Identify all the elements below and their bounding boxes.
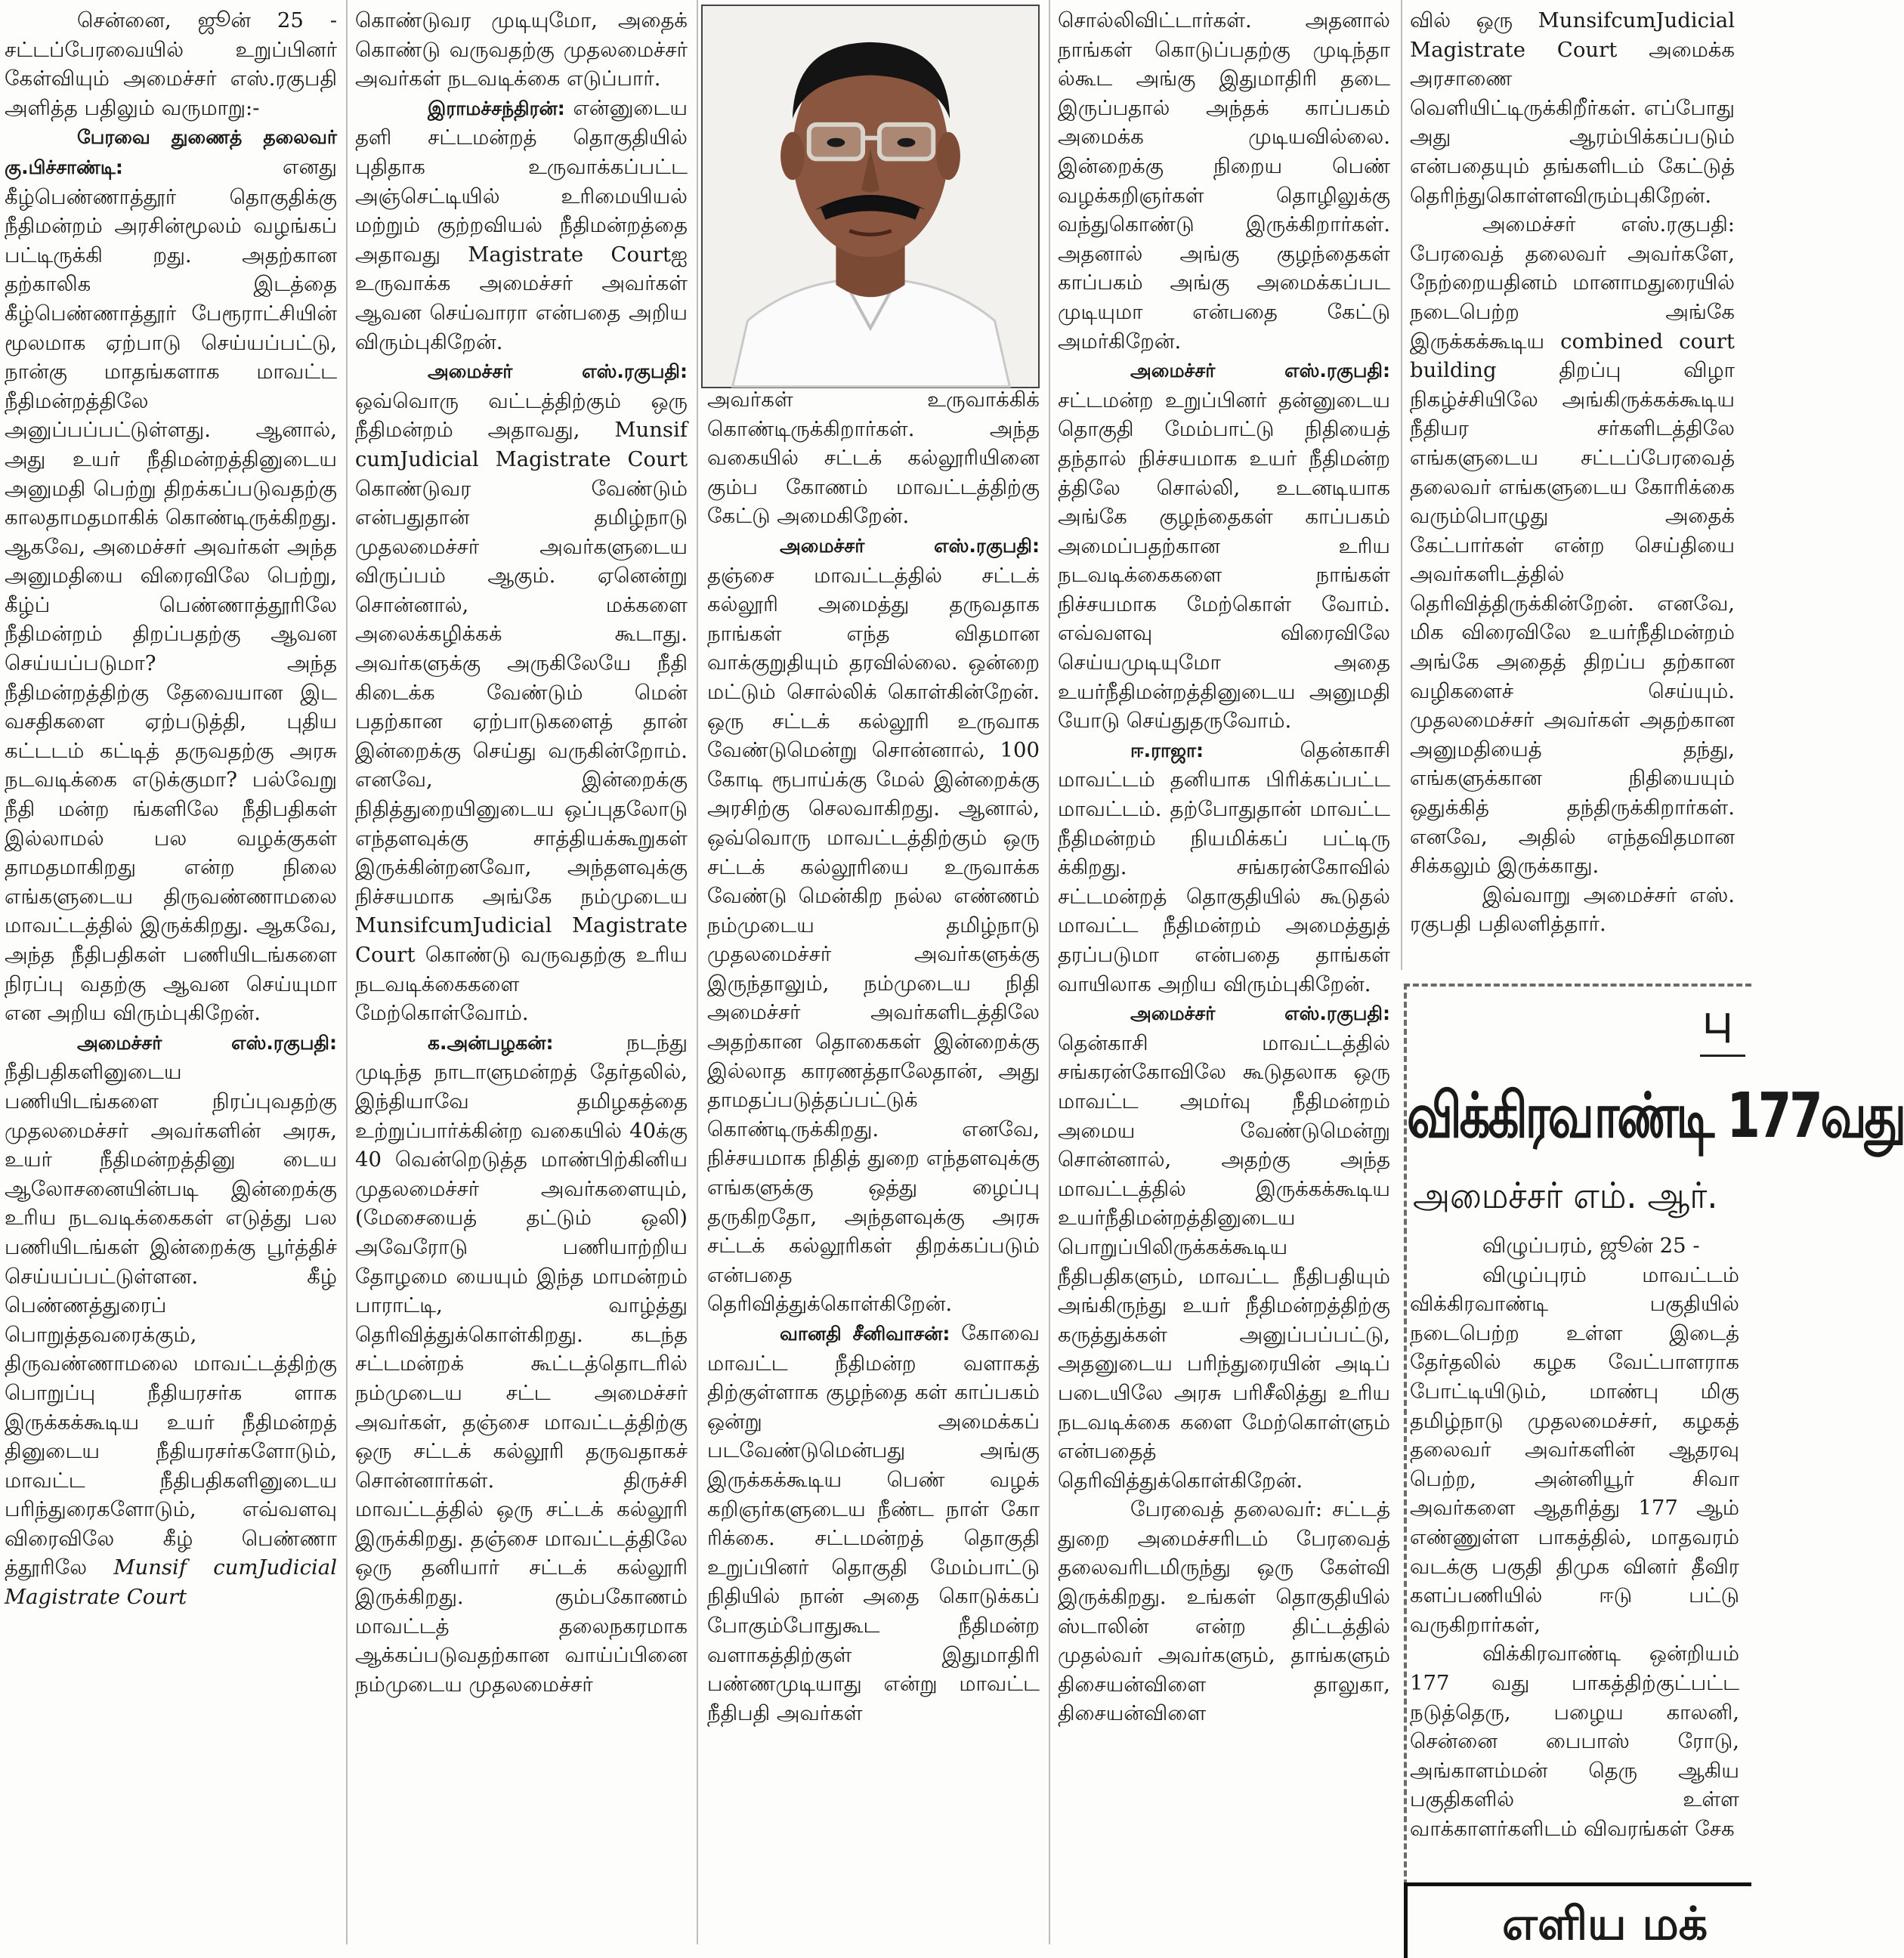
- paragraph: [1410, 1261, 1739, 1640]
- speech-text: கோவை மாவட்ட நீதிமன்ற வளாகத் திற்குள்ளாக குழந்தை கள் காப்பகம் ஒன்று அமைக்கப் படவேண்டுமென்பது அங்கு இருக்கக்கூடிய பெண் வழக் கறிஞர்களுடைய நீண்ட நாள் கோ ரிக்கை. சட்டமன்றத் தொகுதி உறுப்பினர் தொகுதி மேம்பாட்டு நிதியில் நான் அதை கொடுக்கப் போகும்போதுகூட நீதிமன்ற வளாகத்திற்குள் இதுமாதிரி பண்ணமுடியாது என்று மாவட்ட நீதிபதி அவர்கள்: [707, 1321, 1040, 1725]
- paragraph: [1410, 210, 1735, 881]
- next-article-headline: எளிய மக்: [1502, 1898, 1708, 1950]
- article-column-3: [707, 385, 1040, 1940]
- paragraph-text: விழுப்புரம் மாவட்டம் விக்கிரவாண்டி பகுதியில் நடைபெற்ற உள்ள இடைத் தேர்தலில் கழக வேட்பாளராக போட்டியிடும், மாண்பு மிகு தமிழ்நாடு முதலமைச்சர், கழகத் தலைவர் அவர்களின் ஆதரவு பெற்ற, அன்னியூர் சிவா அவர்களை ஆதரித்து 177 ஆம் எண்ணுள்ள பாகத்தில், மாதவரம் வடக்கு பகுதி திமுக வினர் தீவிர களப்பணியில் ஈடு பட்டு வருகிறார்கள்,: [1410, 1262, 1739, 1637]
- speaker-name: பேரவை துணைத் தலைவர் கு.பிச்சாண்டி:: [5, 126, 337, 178]
- column-rule: [1401, 0, 1402, 970]
- speech-text: தஞ்சை மாவட்டத்தில் சட்டக் கல்லூரி அமைத்து தருவதாக நாங்கள் எந்த விதமான வாக்குறுதியும் தரவில்லை. ஒன்றை மட்டும் சொல்லிக் கொள்கின்றேன். ஒரு சட்டக் கல்லூரி உருவாக வேண்டுமென்று சொன்னால், 100 கோடி ரூபாய்க்கு மேல் இன்றைக்கு அரசிற்கு செலவாகிறது. ஆனால், ஒவ்வொரு மாவட்டத்திற்கும் ஒரு சட்டக் கல்லூரியை உருவாக்க வேண்டு மென்கிற நல்ல எண்ணம் நம்முடைய தமிழ்நாடு முதலமைச்சர் அவர்களுக்கு இருந்தாலும், நம்முடைய நிதி அமைச்சர் அவர்களிடத்திலே அதற்கான தொகைகள் இன்றைக்கு இல்லாத காரணத்தாலேதான், அது தாமதப்படுத்தப்பட்டுக் கொண்டிருக்கிறது. எனவே, நிச்சயமாக நிதித் துறை எந்தளவுக்கு எங்களுக்கு ஒத்து ழைப்பு தருகிறதோ, அந்தளவுக்கு அரசு சட்டக் கல்லூரிகள் திறக்கப்படும் என்பதை தெரிவித்துக்கொள்கிறேன்.: [707, 563, 1040, 1317]
- speech-text: எனது கீழ்பெண்ணாத்தூர் தொகுதிக்கு நீதிமன்றம் அரசின்மூலம் வழங்கப் பட்டிருக்கி றது. அதற்கான தற்காலிக இடத்தை கீழ்பெண்ணாத்தூர் பேரூராட்சியின் மூலமாக ஏற்பாடு செய்யப்பட்டு, நான்கு மாதங்களாக மாவட்ட நீதிமன்றத்திலே அனுப்பப்பட்டுள்ளது. ஆனால், அது உயர் நீதிமன்றத்தினுடைய அனுமதி பெற்று திறக்கப்படுவதற்கு காலதாமதமாகிக் கொண்டிருக்கிறது. ஆகவே, அமைச்சர் அவர்கள் அந்த அனுமதியை விரைவிலே பெற்று, கீழ்ப் பெண்ணாத்தூரிலே நீதிமன்றம் திறப்பதற்கு ஆவன செய்யப்படுமா? அந்த நீதிமன்றத்திற்கு தேவையான இட வசதிகளை ஏற்படுத்தி, புதிய கட்டடம் கட்டித் தருவதற்கு அரசு நடவடிக்கை எடுக்குமா? பல்வேறு நீதி மன்ற ங்களிலே நீதிபதிகள் இல்லாமல் பல வழக்குகள் தாமதமாகிறது என்ற நிலை எங்களுடைய திருவண்ணாமலை மாவட்டத்தில் இருக்கிறது. ஆகவே, அந்த நீதிபதிகள் பணியிடங்களை நிரப்பு வதற்கு ஆவன செய்யுமா என அறிய விரும்புகிறேன்.: [5, 154, 337, 1026]
- article-column-4: [1058, 6, 1390, 1940]
- paragraph: [5, 6, 337, 122]
- paragraph-text: விக்கிரவாண்டி ஒன்றியம் 177 வது பாகத்திற்குட்பட்ட நடுத்தெரு, பழைய காலனி, சென்னை பைபாஸ் ரோடு, அங்காளம்மன் தெரு ஆகிய பகுதிகளில் உள்ள வாக்காளர்களிடம் விவரங்கள் சேக: [1410, 1641, 1739, 1841]
- speaker-name: அமைச்சர் எஸ்.ரகுபதி:: [428, 360, 688, 383]
- paragraph: [355, 94, 688, 357]
- paragraph-text: சென்னை, ஜூன் 25 - சட்டப்பேரவையில் உறுப்பினர் கேள்வியும் அமைச்சர் எஸ்.ரகுபதி அளித்த பதிலும் வருமாறு:-: [5, 8, 337, 120]
- paragraph: [5, 122, 337, 1027]
- column-rule: [1049, 0, 1050, 1944]
- paragraph: [355, 1028, 688, 1700]
- column-rule: [697, 0, 698, 1944]
- speech-text: தென்காசி மாவட்டம் தனியாக பிரிக்கப்பட்ட மாவட்டம். தற்போதுதான் மாவட்ட நீதிமன்றம் நியமிக்கப் பட்டிரு க்கிறது. சங்கரன்கோவில் சட்டமன்றத் தொகுதியில் கூடுதல் மாவட்ட நீதிமன்றம் அமைத்துத் தரப்படுமா என்பதை தாங்கள் வாயிலாக அறிய விரும்புகிறேன்.: [1058, 737, 1390, 996]
- column-rule: [346, 0, 348, 1944]
- speech-text: ஒவ்வொரு வட்டத்திற்கும் ஒரு நீதிமன்றம் அதாவது, Munsif cumJudicial Magistrate Court கொண்டுவர வேண்டும் என்பதுதான் தமிழ்நாடு முதலமைச்சர் அவர்களுடைய விருப்பம் ஆகும். ஏனென்று சொன்னால், மக்களை அலைக்கழிக்கக் கூடாது. அவர்களுக்கு அருகிலேயே நீதி கிடைக்க வேண்டும் மென் பதற்கான ஏற்பாடுகளைத் தான் இன்றைக்கு செய்து வருகின்றோம். எனவே, இன்றைக்கு நிதித்துறையினுடைய ஒப்புதலோடு எந்தளவுக்கு சாத்தியக்கூறுகள் இருக்கின்றனவோ, அந்தளவுக்கு நிச்சயமாக அங்கே நம்முடைய MunsifcumJudicial Magistrate Court கொண்டு வருவதற்கு உரிய நடவடிக்கைகளை மேற்கொள்வோம்.: [355, 388, 688, 1026]
- paragraph: [355, 357, 688, 1028]
- paragraph: [707, 531, 1040, 1319]
- latin-text: Munsif cumJudicial Magistrate Court: [5, 1555, 337, 1610]
- speaker-name: ஈ.ராஜா:: [1130, 739, 1204, 761]
- portrait-illustration: [703, 6, 1038, 387]
- paragraph: சொல்லிவிட்டார்கள். அதனால் நாங்கள் கொடுப்பதற்கு முடிந்தா ல்கூட அங்கு இதுமாதிரி தடை இருப்பதால் அந்தக் காப்பகம் அமைக்க முடியவில்லை. இன்றைக்கு நிறைய பெண் வழக்கறிஞர்கள் தொழிலுக்கு வந்துகொண்டு இருக்கிறார்கள். அதனால் அங்கு குழந்தைகள் காப்பகம் அங்கு அமைக்கப்பட முடியுமா என்பதை கேட்டு அமர்கிறேன்.: [1058, 8, 1390, 354]
- paragraph: [1410, 1639, 1739, 1843]
- paragraph-text: விழுப்பரம், ஜூன் 25 -: [1482, 1234, 1700, 1258]
- kicker-underline: [1700, 1055, 1745, 1057]
- speech-text: தென்காசி மாவட்டத்தில் சங்கரன்கோவிலே கூடுதலாக ஒரு மாவட்ட அமர்வு நீதிமன்றம் அமைய வேண்டுமென்று சொன்னால், அதற்கு அந்த மாவட்டத்தில் இருக்கக்கூடிய உயர்நீதிமன்றத்தினுடைய பொறுப்பிலிருக்கக்கூடிய நீதிபதிகளும், மாவட்ட நீதிபதியும் அங்கிருந்து உயர் நீதிமன்றத்திற்கு கருத்துக்கள் அனுப்பப்பட்டு, அதனுடைய பரிந்துரையின் அடிப் படையிலே அரசு பரிசீலித்து உரிய நடவடிக்கை களை மேற்கொள்ளும் என்பதைத் தெரிவித்துக்கொள்கிறேன்.: [1058, 1030, 1390, 1493]
- speaker-name: வானதி சீனிவாசன்:: [780, 1323, 950, 1345]
- speaker-name: அமைச்சர் எஸ்.ரகுபதி:: [1130, 360, 1390, 382]
- speech-text: நீதிபதிகளினுடைய பணியிடங்களை நிரப்புவதற்கு முதலமைச்சர் அவர்களின் அரசு, உயர் நீதிமன்றத்தினு டைய ஆலோசனையின்படி இன்றைக்கு உரிய நடவடிக்கைகள் எடுத்து பல பணியிடங்கள் இன்றைக்கு பூர்த்திச் செய்யப்பட்டுள்ளன. கீழ் பெண்ணத்துரைப் பொறுத்தவரைக்கும், திருவண்ணாமலை மாவட்டத்திற்கு பொறுப்பு நீதியரசர்க ளாக இருக்கக்கூடிய உயர் நீதிமன்றத் தினுடைய நீதியரசர்களோடும், மாவட்ட நீதிபதிகளினுடைய பரிந்துரைகளோடும், எவ்வளவு விரைவிலே கீழ் பெண்ணா த்தூரிலே: [5, 1060, 337, 1580]
- article-column-1: [5, 6, 337, 1940]
- side-article-body: [1410, 1231, 1739, 1911]
- speaker-name: அமைச்சர் எஸ்.ரகுபதி:: [77, 1031, 337, 1054]
- speech-text: என்னுடைய தளி சட்டமன்றத் தொகுதியில் புதிதாக உருவாக்கப்பட்ட அஞ்செட்டியில் உரிமையியல் மற்றும் குற்றவியல் நீதிமன்றத்தை அதாவது Magistrate Courtஐ உருவாக்க அமைச்சர் அவர்கள் ஆவன செய்வாரா என்பதை அறிய விரும்புகிறேன்.: [355, 95, 688, 354]
- article-column-2: [355, 6, 688, 1940]
- paragraph-text: இவ்வாறு அமைச்சர் எஸ். ரகுபதி பதிலளித்தார்.: [1410, 882, 1735, 937]
- paragraph: [1410, 1231, 1739, 1261]
- speaker-name: அமைச்சர் எஸ்.ரகுபதி:: [1130, 1002, 1390, 1025]
- side-article-headline: விக்கிரவாண்டி 177வது: [1407, 1080, 1904, 1152]
- paragraph: அவர்கள் உருவாக்கிக் கொண்டிருக்கிறார்கள். அந்த வகையில் சட்டக் கல்லூரியினை கும்ப கோணம் மாவட்டத்திற்கு கேட்டு அமைகிறேன்.: [707, 388, 1040, 529]
- side-article-subhead: அமைச்சர் எம். ஆர்.: [1413, 1175, 1718, 1217]
- paragraph: [1058, 999, 1390, 1495]
- paragraph: [1410, 881, 1735, 939]
- paragraph: [1058, 356, 1390, 736]
- paragraph: [707, 1319, 1040, 1728]
- paragraph: [1058, 736, 1390, 999]
- speech-text: சட்டமன்ற உறுப்பினர் தன்னுடைய தொகுதி மேம்பாட்டு நிதியைத் தந்தால் நிச்சயமாக உயர் நீதிமன்ற த்திலே சொல்லி, உடனடியாக அங்கே குழந்தைகள் காப்பகம் அமைப்பதற்கான உரிய நடவடிக்கைகளை நாங்கள் நிச்சயமாக மேற்கொள் வோம். எவ்வளவு விரைவிலே செய்யமுடியுமோ அதை உயர்நீதிமன்றத்தினுடைய அனுமதி யோடு செய்துதருவோம்.: [1058, 388, 1390, 733]
- speech-text: நடந்து முடிந்த நாடாளுமன்றத் தேர்தலில், இந்தியாவே தமிழகத்தை உற்றுப்பார்க்கின்ற வகையில் 40க்கு 40 வென்றெடுத்த மாண்பிற்கினிய முதலமைச்சர் அவர்களையும், (மேசையைத் தட்டும் ஒலி) அவேரோடு பணியாற்றிய தோழமை யையும் இந்த மாமன்றம் பாராட்டி, வாழ்த்து தெரிவித்துக்கொள்கிறது. கடந்த சட்டமன்றக் கூட்டத்தொடரில் நம்முடைய சட்ட அமைச்சர் அவர்கள், தஞ்சை மாவட்டத்திற்கு ஒரு சட்டக் கல்லூரி தருவதாகச் சொன்னார்கள். திருச்சி மாவட்டத்தில் ஒரு சட்டக் கல்லூரி இருக்கிறது. தஞ்சை மாவட்டத்திலே ஒரு தனியார் சட்டக் கல்லூரி இருக்கிறது. கும்பகோணம் மாவட்டத் தலைநகரமாக ஆக்கப்படுவதற்கான வாய்ப்பினை நம்முடைய முதலமைச்சர்: [355, 1030, 688, 1697]
- minister-photo: [701, 5, 1040, 388]
- paragraph: வில் ஒரு MunsifcumJudicial Magistrate Court அமைக்க அரசாணை வெளியிட்டிருக்கிறீர்கள். எப்போது அது ஆரம்பிக்கப்படும் என்பதையும் தங்களிடம் கேட்டுத் தெரிந்துகொள்ளவிரும்புகிறேன்.: [1410, 8, 1735, 208]
- paragraph: [5, 1028, 337, 1612]
- article-column-5: [1410, 6, 1735, 970]
- speaker-name: இராமச்சந்திரன்:: [428, 97, 565, 119]
- speaker-name: க.அன்பழகன்:: [428, 1031, 554, 1054]
- side-article-kicker: பு: [1703, 997, 1732, 1042]
- speaker-name: அமைச்சர் எஸ்.ரகுபதி:: [780, 534, 1040, 557]
- paragraph-text: பேரவைத் தலைவர்: சட்டத் துறை அமைச்சரிடம் பேரவைத் தலைவரிடமிருந்து ஒரு கேள்வி இருக்கிறது. உங்கள் தொகுதியில் ஸ்டாலின் என்ற திட்டத்தில் முதல்வர் அவர்களும், தாங்களும் திசையன்விளை தாலுகா, திசையன்விளை: [1058, 1497, 1390, 1726]
- paragraph: [1058, 1495, 1390, 1728]
- paragraph-text: அமைச்சர் எஸ்.ரகுபதி: பேரவைத் தலைவர் அவர்களே, நேற்றையதினம் மானாமதுரையில் நடைபெற்ற அங்கே இருக்கக்கூடிய combined court building திறப்பு விழா நிகழ்ச்சியிலே அங்கிருக்கக்கூடிய நீதியர சர்களிடத்திலே எங்களுடைய சட்டப்பேரவைத் தலைவர் எங்களுடைய கோரிக்கை வரும்பொழுது அதைக் கேட்பார்கள் என்ற செய்தியை அவர்களிடத்தில் தெரிவித்திருக்கின்றேன். எனவே, மிக விரைவிலே உயர்நீதிமன்றம் அங்கே அதைத் திறப்ப தற்கான வழிகளைச் செய்யும். முதலமைச்சர் அவர்கள் அதற்கான அனுமதியைத் தந்து, எங்களுக்கான நிதியையும் ஒதுக்கித் தந்திருக்கிறார்கள். எனவே, அதில் எந்தவிதமான சிக்கலும் இருக்காது.: [1410, 212, 1735, 879]
- paragraph: கொண்டுவர முடியுமோ, அதைக் கொண்டு வருவதற்கு முதலமைச்சர் அவர்கள் நடவடிக்கை எடுப்பார்.: [355, 8, 688, 91]
